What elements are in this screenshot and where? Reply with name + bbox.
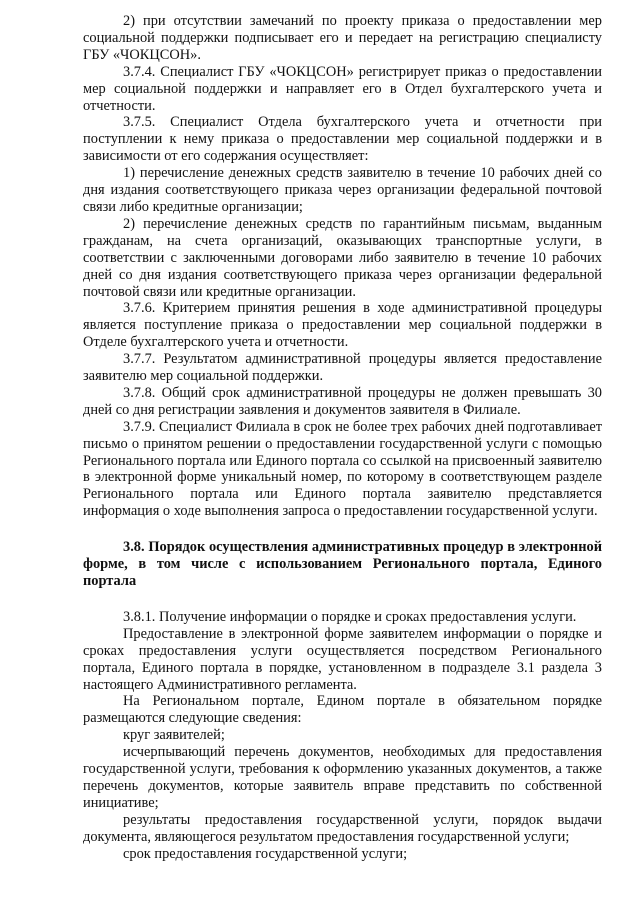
paragraph: Предоставление в электронной форме заявителем информации о порядке и сроках предоставления услуги осуществляется посредством Регионального портала, Единого портала в порядке, установленном в подразделе 3.1 раздела 3 настоящего Административного регламента.	[83, 625, 602, 693]
paragraph: 3.7.7. Результатом административной процедуры является предоставление заявителю мер социальной поддержки.	[83, 351, 602, 385]
paragraph: 2) перечисление денежных средств по гарантийным письмам, выданным гражданам, на счета организаций, оказывающих транспортные услуги, в соответствии с заключенными договорами либо заявителю в течение 10 рабочих дней со дня издания соответствующего приказа через организации федеральной почтовой связи или кредитные организации.	[83, 215, 602, 300]
paragraph: 2) при отсутствии замечаний по проекту приказа о предоставлении мер социальной поддержки подписывает его и передает на регистрацию специалисту ГБУ «ЧОКЦСОН».	[83, 13, 602, 63]
paragraph: 3.7.4. Специалист ГБУ «ЧОКЦСОН» регистрирует приказ о предоставлении мер социальной поддержки и направляет его в Отдел бухгалтерского учета и отчетности.	[83, 63, 602, 114]
list-item: круг заявителей;	[123, 727, 225, 744]
paragraph: 3.7.9. Специалист Филиала в срок не более трех рабочих дней подготавливает письмо о принятом решении о предоставлении государственной услуги с помощью Регионального портала или Единого портала со ссылкой на присвоенный заявителю в электронной форме уникальный номер, по которому в соответствующем разделе Регионального портала или Единого портала заявителю представляется информация о ходе выполнения запроса о предоставлении государственной услуги.	[83, 418, 602, 520]
paragraph: 3.7.8. Общий срок административной процедуры не должен превышать 30 дней со дня регистрации заявления и документов заявителя в Филиале.	[83, 384, 602, 418]
list-item: исчерпывающий перечень документов, необходимых для предоставления государственной услуги, требования к оформлению указанных документов, а также перечень документов, которые заявитель вправе представить по собственной инициативе;	[83, 744, 602, 811]
paragraph: 3.7.6. Критерием принятия решения в ходе административной процедуры является поступление приказа о предоставлении мер социальной поддержки в Отделе бухгалтерского учета и отчетности.	[83, 300, 602, 351]
paragraph: 1) перечисление денежных средств заявителю в течение 10 рабочих дней со дня издания соответствующего приказа через организации федеральной почтовой связи либо кредитные организации;	[83, 165, 602, 215]
list-item: срок предоставления государственной услуги;	[123, 845, 408, 862]
paragraph: 3.8.1. Получение информации о порядке и сроках предоставления услуги.	[123, 608, 577, 625]
section-heading: 3.8. Порядок осуществления административных процедур в электронной форме, в том числе с использованием Регионального портала, Единого портала	[83, 539, 602, 589]
paragraph: На Региональном портале, Едином портале в обязательном порядке размещаются следующие сведения:	[83, 693, 602, 727]
list-item: результаты предоставления государственной услуги, порядок выдачи документа, являющегося результатом предоставления государственной услуги;	[83, 811, 602, 845]
paragraph: 3.7.5. Специалист Отдела бухгалтерского учета и отчетности при поступлении к нему приказа о предоставлении мер социальной поддержки и в зависимости от его содержания осуществляет:	[83, 114, 602, 165]
